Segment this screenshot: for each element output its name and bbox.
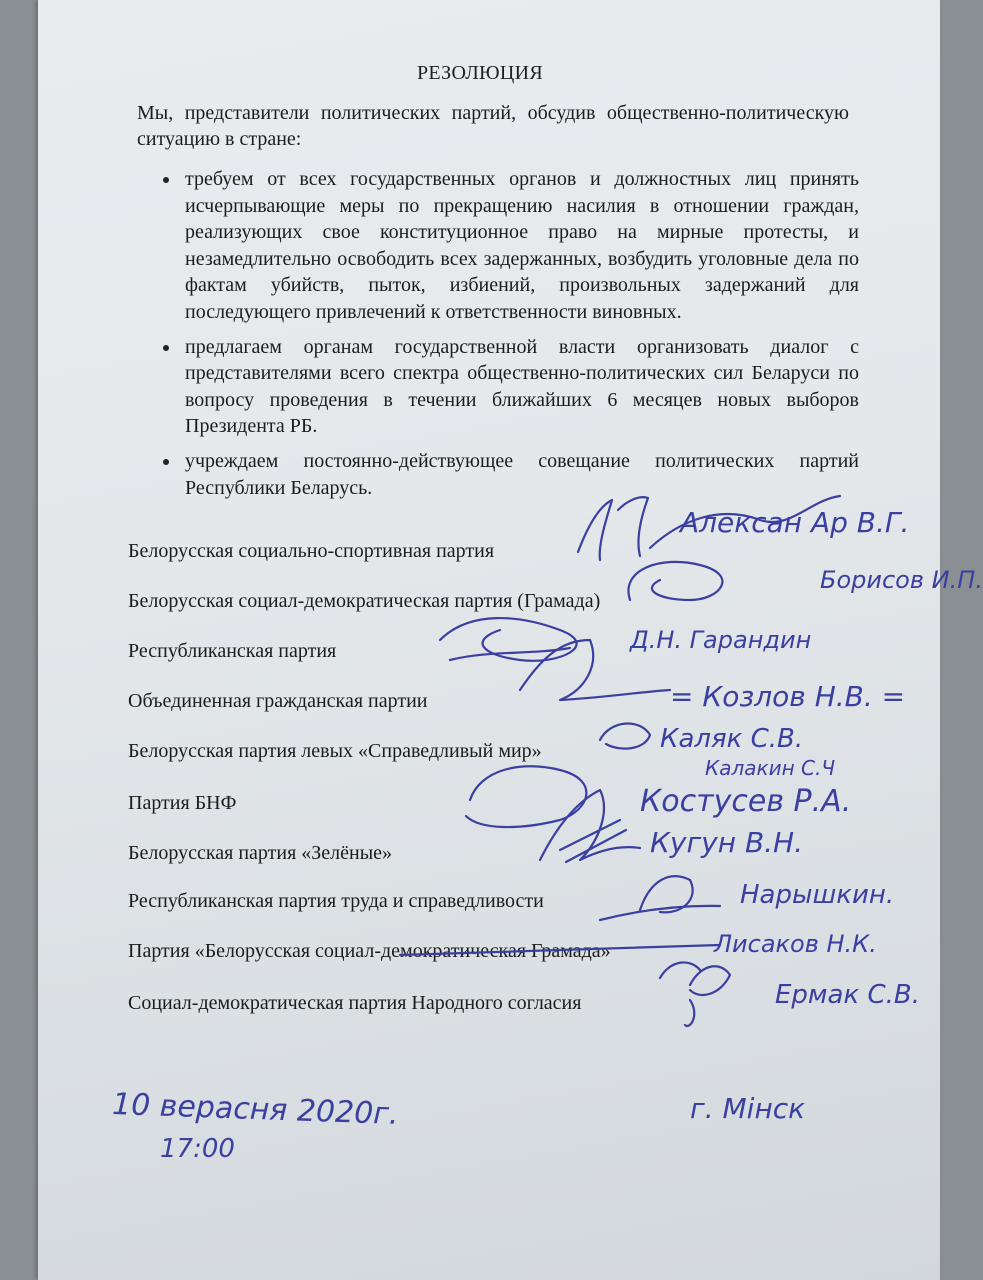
bullet-icon <box>163 345 169 351</box>
handwritten-name: Ермак С.В. <box>775 980 920 1010</box>
resolution-points <box>137 166 859 509</box>
party-name: Республиканская партия <box>128 640 337 662</box>
handwritten-name: Борисов И.П. <box>820 566 983 594</box>
handwritten-date: 10 верасня 2020г. <box>111 1087 400 1132</box>
party-name: Республиканская партия труда и справедливости <box>128 890 544 912</box>
handwritten-name: Нарышкин. <box>740 880 895 910</box>
handwritten-name: Д.Н. Гарандин <box>630 626 812 654</box>
resolution-point-text: требуем от всех государственных органов и должностных лиц принять исчерпывающие меры по прекращению насилия в отношении граждан, реализующих свое конституционное право на мирные протесты, и незамедлительно освободить всех задержанных, возбудить уголовные дела по фактам убийств, пыток, избиений, произвольных задержаний для последующего привлечений к ответственности виновных. <box>185 168 859 323</box>
handwritten-name: Костусев Р.А. <box>640 784 852 819</box>
handwritten-name: = Козлов Н.В. = <box>670 680 906 713</box>
handwritten-time: 17:00 <box>160 1134 235 1164</box>
handwritten-place: г. Мінск <box>690 1092 806 1125</box>
bullet-icon <box>163 177 169 183</box>
resolution-point <box>137 448 859 501</box>
party-name: Белорусская социал-демократическая партия (Грамада) <box>128 590 601 612</box>
intro-paragraph: Мы, представители политических партий, обсудив общественно-политическую ситуацию в стране: <box>137 102 849 150</box>
resolution-point <box>137 166 859 326</box>
resolution-point <box>137 334 859 440</box>
party-name: Партия БНФ <box>128 792 237 814</box>
resolution-point-text: предлагаем органам государственной власти организовать диалог с представителями всего спектра общественно-политических сил Беларуси по вопросу проведения в течении ближайших 6 месяцев новых выборов Президента РБ. <box>185 335 859 438</box>
party-name: Белорусская социально-спортивная партия <box>128 540 495 562</box>
handwritten-name: Кугун В.Н. <box>650 826 804 859</box>
handwritten-name: Калакин С.Ч <box>705 756 836 780</box>
document-title: РЕЗОЛЮЦИЯ <box>416 62 544 84</box>
party-name: Партия «Белорусская социал-демократическая Грамада» <box>128 940 611 962</box>
handwritten-name: Лисаков Н.К. <box>714 930 877 958</box>
bullet-icon <box>163 459 169 465</box>
resolution-point-text: учреждаем постоянно-действующее совещание политических партий Республики Беларусь. <box>185 449 859 499</box>
party-name: Социал-демократическая партия Народного согласия <box>128 992 582 1014</box>
handwritten-name: Алексан Ар В.Г. <box>680 506 910 539</box>
party-name: Белорусская партия «Зелёные» <box>128 842 393 864</box>
handwritten-name: Каляк С.В. <box>660 724 804 754</box>
party-name: Объединенная гражданская партии <box>128 690 428 712</box>
party-name: Белорусская партия левых «Справедливый мир» <box>128 740 542 762</box>
